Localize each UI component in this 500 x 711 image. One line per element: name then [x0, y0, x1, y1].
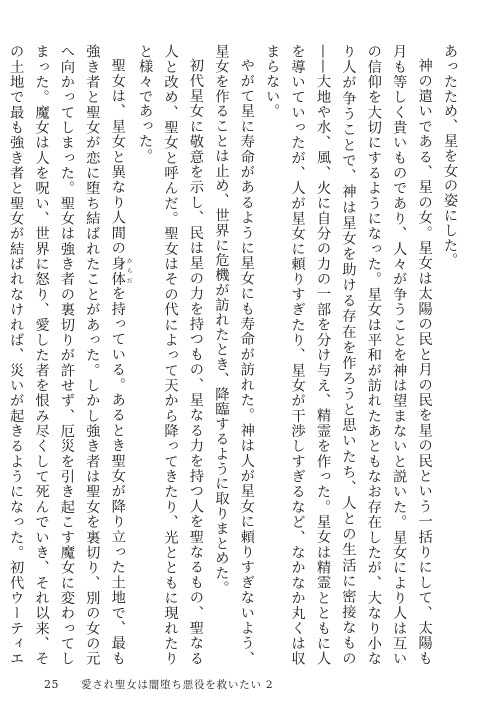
page-footer: [44, 672, 273, 696]
paragraph-3: やがて星に寿命があるように星女にも寿命が訪れた。神は人が星女に頼りすぎないよう、星女を作ることは止め、世界に危機が訪れたとき、降臨するように取りまとめた。: [213, 44, 255, 666]
paragraph-4: 初代星女に敬意を示し、民は星の力を持つもの、星なる力を持つ人を聖なるもの、聖なる人と改め、聖女と呼んだ。聖女はその代によって天から降ってきたり、光とともに現れたりと様々であった。: [137, 44, 204, 666]
paragraph-5-text-before: 聖女は、星女と異なり人間の: [109, 58, 126, 256]
ruby-base: 身体: [109, 255, 126, 287]
paragraph-5-text-after: を持っている。あるとき聖女が降り立った土地で、最も強き者と聖女が恋に堕ち結ばれたことがあった。しかし強き者は聖女を裏切り、別の女の元へ向かってしまった。聖女は強き者の裏切りが許せず、厄災を引き起こす魔女に変わってしまった。魔女は人を呪い、世界に怒り、愛した者を恨み尽くして死んでいき、それ以来、その土地で最も強き者と聖女が結ばれなければ、災いが起きるようになった。初代ウーティエ: [8, 44, 126, 667]
paragraph-2: 神の遣いである、星の女。星女は太陽の民と月の民を星の民という一括りにして、太陽も月も等しく貴いものであり、人々が争うことを神は望まないと説いた。星女により人は互いの信仰を大切にするようになった。星女は平和が訪れたあともなお存在したが、大なり小なり人が争うことで、神は星女を助ける存在を作ろうと思いたち、人との生活に密接なもの——大地や水、風、火に自分の力の一部を分け与え、精霊を作った。星女は精霊とともに人を導いていったが、人が星女に頼りすぎたり、星女が干渉しすぎるなど、なかなか丸くは収まらない。: [264, 44, 433, 666]
running-title: 愛され聖女は闇堕ち悪役を救いたい 2: [81, 678, 274, 691]
ruby-reading: からだ: [125, 255, 133, 287]
furigana-karada: [109, 255, 133, 287]
page-number: 25: [44, 677, 59, 691]
paragraph-5: [0, 44, 132, 666]
vertical-text-body: [8, 44, 462, 667]
paragraph-1: あったため、星を女の姿にした。: [442, 44, 458, 268]
